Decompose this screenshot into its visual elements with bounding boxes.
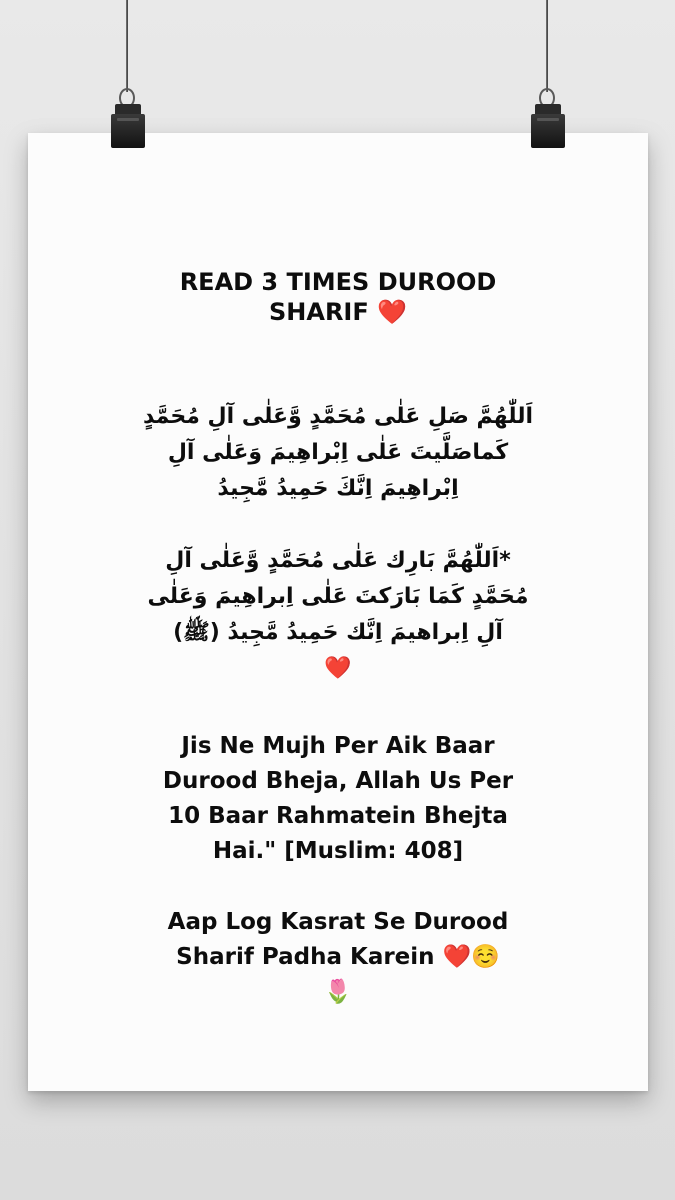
poster-content [28, 267, 648, 1010]
arabic-line: کَماصَلَّیتَ عَلٰی اِبْراھِیمَ وَعَلٰی آلِ [167, 440, 509, 465]
hadith-line: 10 Baar Rahmatein Bhejta [168, 803, 508, 829]
title-line: READ 3 TIMES DUROOD [179, 268, 497, 296]
spacer [28, 869, 648, 905]
arabic-line: *اَللّٰھُمَّ بَارِك عَلٰی مُحَمَّدٍ وَّعَلٰی آلِ [165, 548, 511, 573]
closing-line: Aap Log Kasrat Se Durood [167, 909, 509, 935]
hanging-wire-right [546, 0, 548, 92]
closing-line: Sharif Padha Karein ❤️☺️ [176, 944, 500, 970]
hanging-wire-left [126, 0, 128, 92]
arabic-line: آلِ اِبراھیمَ اِنَّك حَمِیدُ مَّجِیدُ (ﷺ) [173, 620, 503, 645]
arabic-line: اِبْراھِیمَ اِنَّكَ حَمِیدُ مَّجِیدُ [217, 476, 459, 501]
binder-clip-left [111, 104, 145, 148]
hadith-line: Jis Ne Mujh Per Aik Baar [181, 733, 495, 759]
spacer [28, 507, 648, 543]
spacer [28, 687, 648, 729]
hadith-text [138, 729, 538, 869]
poster-card [28, 133, 648, 1091]
poster-title [158, 267, 518, 327]
binder-clip-right [531, 104, 565, 148]
title-line: SHARIF ❤️ [269, 298, 407, 326]
hadith-line: Durood Bheja, Allah Us Per [162, 768, 514, 794]
arabic-line: اَللّٰھُمَّ صَلِ عَلٰی مُحَمَّدٍ وَّعَلٰی آلِ مُحَمَّدٍ [142, 404, 534, 429]
durood-arabic-part-2 [138, 543, 538, 687]
closing-message [138, 905, 538, 1010]
spacer [28, 327, 648, 399]
hadith-line: Hai." [Muslim: 408] [212, 838, 464, 864]
heart-emoji: ❤️ [324, 656, 352, 681]
durood-arabic-part-1 [138, 399, 538, 507]
arabic-line: مُحَمَّدٍ كَمَا بَارَكتَ عَلٰی اِبراھِیمَ وَعَلٰی [147, 584, 529, 609]
tulip-emoji: 🌷 [323, 979, 353, 1005]
